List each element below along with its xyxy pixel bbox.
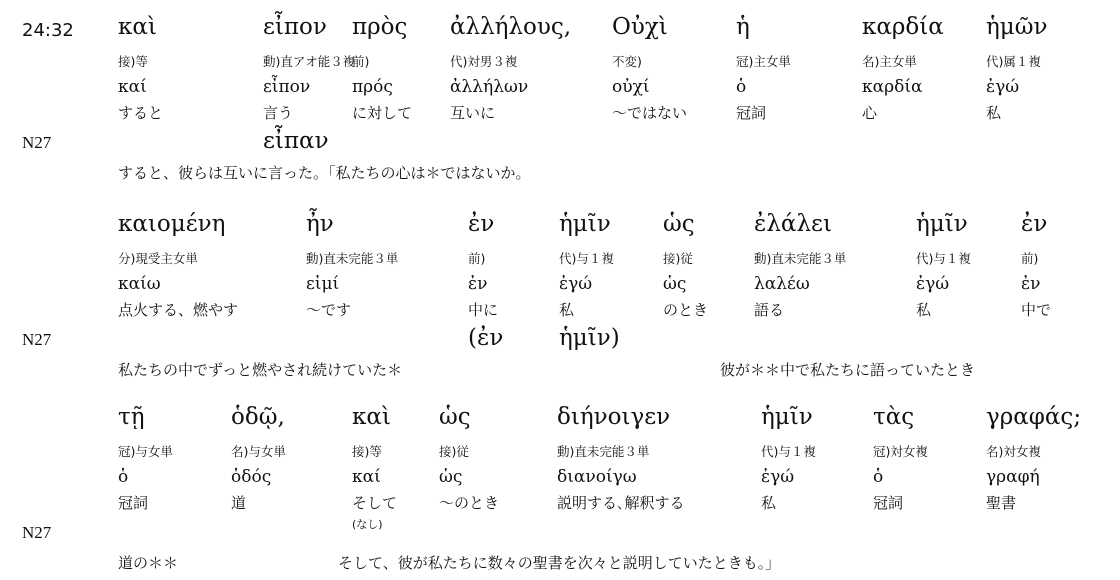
variant-reading: εἶπαν: [263, 128, 329, 154]
grammar-tag: 不変): [612, 54, 642, 69]
translation-text: そして、彼が私たちに数々の聖書を次々と説明していたときも。」: [338, 554, 781, 572]
gloss-note: (なし): [352, 518, 383, 531]
gloss: 冠詞: [736, 104, 767, 122]
ms-label: N27: [22, 330, 52, 349]
lemma: εἶπον: [263, 77, 311, 97]
greek-word: διήνοιγεν: [557, 404, 671, 430]
greek-word: ὁδῷ,: [231, 404, 285, 430]
grammar-tag: 冠)主女単: [736, 54, 791, 69]
grammar-tag: 接)従: [439, 444, 469, 459]
ms-label: N27: [22, 523, 52, 542]
greek-word: ἡμῶν: [986, 14, 1048, 40]
gloss: 聖書: [986, 494, 1017, 512]
greek-word: καὶ: [118, 14, 157, 40]
gloss: 私: [986, 104, 1002, 122]
greek-word: ἐν: [1021, 211, 1048, 237]
greek-word: ὡς: [663, 211, 695, 237]
grammar-tag: 分)現受主女単: [118, 251, 198, 266]
grammar-tag: 名)対女複: [986, 444, 1041, 459]
grammar-tag: 代)属１複: [986, 54, 1041, 69]
lemma: ὁ: [873, 467, 884, 487]
lemma: ἐν: [468, 274, 488, 294]
gloss: 心: [862, 104, 878, 122]
gloss: ～のとき: [439, 494, 500, 512]
lemma: ὡς: [663, 274, 687, 294]
greek-word: καρδία: [862, 14, 944, 40]
greek-word: ἡμῖν: [916, 211, 968, 237]
lemma: εἰμί: [306, 274, 340, 294]
greek-word: ἀλλήλους,: [450, 14, 572, 40]
lemma: ὁδός: [231, 467, 272, 487]
variant-reading: (ἐν: [468, 325, 504, 351]
lemma: οὐχί: [612, 77, 650, 97]
greek-word: ὡς: [439, 404, 471, 430]
lemma: ἐγώ: [761, 467, 795, 487]
gloss: 冠詞: [118, 494, 149, 512]
gloss: 点火する、燃やす: [118, 301, 239, 319]
grammar-tag: 代)与１複: [916, 251, 971, 266]
lemma: πρός: [352, 77, 393, 97]
greek-word: τῇ: [118, 404, 145, 430]
grammar-tag: 名)主女単: [862, 54, 917, 69]
gloss: のとき: [663, 301, 709, 319]
lemma: ὁ: [118, 467, 129, 487]
greek-word: γραφάς;: [986, 404, 1082, 430]
grammar-tag: 代)与１複: [761, 444, 816, 459]
greek-word: πρὸς: [352, 14, 408, 40]
gloss: 中で: [1021, 301, 1052, 319]
greek-word: εἶπον: [263, 14, 327, 40]
grammar-tag: 動)直未完能３単: [306, 251, 399, 266]
gloss: 中に: [468, 301, 499, 319]
gloss: に対して: [352, 104, 413, 122]
lemma: γραφή: [986, 467, 1040, 487]
lemma: καρδία: [862, 77, 923, 97]
ms-label: N27: [22, 133, 52, 152]
variant-reading: ἡμῖν): [559, 325, 620, 351]
gloss: 私: [916, 301, 932, 319]
greek-word: ἦν: [306, 211, 334, 237]
greek-word: ἐλάλει: [754, 211, 832, 237]
greek-word: ἡ: [736, 14, 750, 40]
gloss: そして: [352, 494, 398, 512]
gloss: 私: [559, 301, 575, 319]
greek-word: Οὐχὶ: [612, 14, 668, 40]
grammar-tag: 冠)与女単: [118, 444, 173, 459]
grammar-tag: 動)直アオ能３複: [263, 54, 356, 69]
grammar-tag: 名)与女単: [231, 444, 286, 459]
gloss: 私: [761, 494, 777, 512]
lemma: ἐγώ: [916, 274, 950, 294]
gloss: 説明する､解釈する: [557, 494, 685, 512]
grammar-tag: 動)直未完能３単: [557, 444, 650, 459]
lemma: ὁ: [736, 77, 747, 97]
greek-word: τὰς: [873, 404, 915, 430]
grammar-tag: 前): [1021, 251, 1039, 266]
grammar-tag: 代)与１複: [559, 251, 614, 266]
gloss: すると: [118, 104, 164, 122]
grammar-tag: 接)従: [663, 251, 693, 266]
gloss: ～ではない: [612, 104, 688, 122]
greek-word: ἡμῖν: [761, 404, 813, 430]
gloss: 言う: [263, 104, 294, 122]
gloss: 冠詞: [873, 494, 904, 512]
lemma: ἐν: [1021, 274, 1041, 294]
grammar-tag: 前): [468, 251, 486, 266]
lemma: διανοίγω: [557, 467, 637, 487]
lemma: καί: [352, 467, 381, 487]
lemma: καί: [118, 77, 147, 97]
lemma: ἐγώ: [559, 274, 593, 294]
translation-text: 私たちの中でずっと燃やされ続けていた＊: [118, 361, 403, 379]
gloss: 互いに: [450, 104, 496, 122]
grammar-tag: 代)対男３複: [450, 54, 518, 69]
gloss: 道: [231, 494, 247, 512]
gloss: ～です: [306, 301, 352, 319]
lemma: λαλέω: [754, 274, 810, 294]
grammar-tag: 動)直未完能３単: [754, 251, 847, 266]
translation-text: 道の＊＊: [118, 554, 179, 572]
lemma: καίω: [118, 274, 161, 294]
greek-word: καιομένη: [118, 211, 226, 237]
grammar-tag: 接)等: [352, 444, 382, 459]
greek-word: ἐν: [468, 211, 495, 237]
lemma: ὡς: [439, 467, 463, 487]
grammar-tag: 前): [352, 54, 370, 69]
lemma: ἀλλήλων: [450, 77, 529, 97]
translation-text: すると、彼らは互いに言った。「私たちの心は＊ではないか。: [118, 164, 531, 182]
verse-reference: 24:32: [22, 20, 74, 41]
lemma: ἐγώ: [986, 77, 1020, 97]
greek-word: ἡμῖν: [559, 211, 611, 237]
grammar-tag: 冠)対女複: [873, 444, 928, 459]
greek-word: καὶ: [352, 404, 391, 430]
translation-text: 彼が＊＊中で私たちに語っていたとき: [720, 361, 976, 379]
grammar-tag: 接)等: [118, 54, 148, 69]
gloss: 語る: [754, 301, 785, 319]
